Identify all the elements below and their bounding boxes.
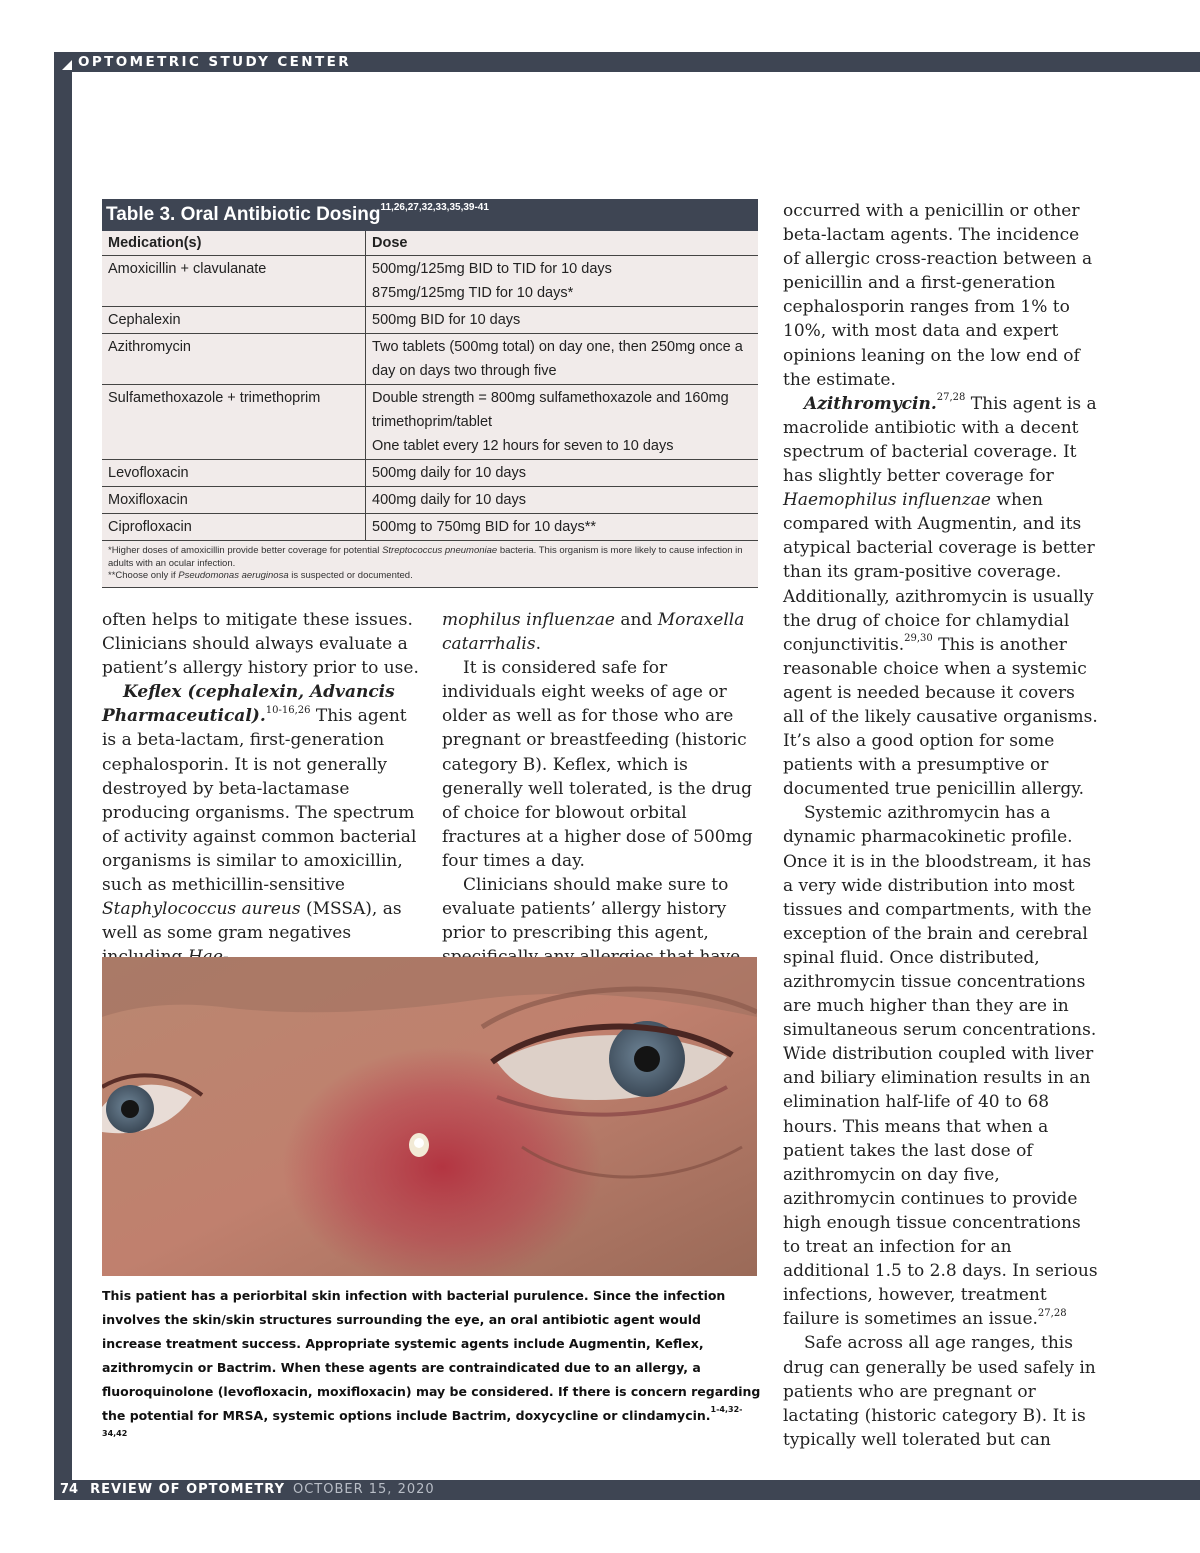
footnote-2 (108, 570, 752, 583)
paragraph (783, 801, 1098, 1331)
table-footnotes (102, 541, 758, 588)
italic-run: Haemophilus influenzae (783, 490, 991, 511)
footnote-italic: Pseudomonas aeruginosa (178, 570, 289, 581)
subheading-keflex: Keflex (cephalexin, Advancis Pharmaceutical). (102, 682, 395, 727)
corner-triangle-icon (62, 60, 72, 70)
issue-date: OCTOBER 15, 2020 (292, 1482, 435, 1497)
patient-photo (102, 957, 757, 1276)
table-title-refs: 11,26,27,32,33,35,39-41 (380, 201, 489, 213)
paragraph: often helps to mitigate these issues. Clinicians should always evaluate a patient’s allergy history prior to use. (102, 610, 419, 679)
footnote-text: *Higher doses of amoxicillin provide better coverage for potential (108, 545, 383, 556)
table-row (102, 307, 758, 334)
table-row (102, 487, 758, 514)
row-dose (366, 487, 759, 514)
paragraph: Clinicians should make sure to evaluate patients’ allergy history prior to prescribing this agent, (442, 875, 729, 944)
dose-line: Two tablets (500mg total) on day one, then 250mg once a day on days two through five (372, 339, 743, 379)
dosing-table (102, 199, 758, 588)
row-dose (366, 514, 759, 541)
header-dose: Dose (366, 231, 759, 256)
photo-caption (102, 1284, 762, 1452)
left-margin-bar (54, 52, 72, 1492)
paragraph (442, 608, 758, 656)
footnote-1 (108, 545, 752, 570)
row-dose (366, 385, 759, 460)
dose-line: 875mg/125mg TID for 10 days* (372, 285, 574, 301)
header-medication: Medication(s) (102, 231, 366, 256)
row-medication: Azithromycin (102, 334, 366, 385)
table-title-text: Table 3. Oral Antibiotic Dosing (106, 204, 381, 225)
dose-line: One tablet every 12 hours for seven to 10 days (372, 438, 674, 454)
footnote-text: bacteria. This organism is more likely to cause infection in adults with an ocular infection. (108, 545, 743, 569)
body-column-1 (102, 608, 420, 969)
table-row (102, 334, 758, 385)
section-label: OPTOMETRIC STUDY CENTER (78, 54, 351, 70)
row-medication: Cephalexin (102, 307, 366, 334)
table-header-row (102, 231, 758, 256)
paragraph: occurred with a penicillin or other beta-lactam agents. The incidence of allergic cross-reaction between a penicillin and a first-generation cephalosporin ranges from 1% to 10%, with most data and expert opinions leaning on the low end of the estimate. (783, 201, 1093, 390)
reference-sup: 27,28 (936, 392, 966, 404)
body-column-3 (783, 199, 1098, 1452)
text-run: and (614, 610, 658, 630)
paragraph-azithromycin (783, 392, 1098, 802)
text-run: (MSSA), as well as some gram negatives (102, 899, 402, 944)
text-run: . (535, 634, 541, 655)
table-title (102, 199, 758, 231)
row-medication: Levofloxacin (102, 460, 366, 487)
paragraph: Safe across all age ranges, this drug can generally be used safely in patients who are pregnant or lactating (historic category B). It is typically well tolerated but can (783, 1333, 1096, 1450)
row-medication: Amoxicillin + clavulanate (102, 256, 366, 307)
row-dose (366, 460, 759, 487)
text-run: This agent is a macrolide antibiotic with a decent spectrum of bacterial coverage. It has slightly better coverage for (783, 393, 1097, 487)
text-run: Systemic azithromycin has a dynamic pharmacokinetic profile. Once it is in the bloodstream, it has a very wide distribution into most tissues and compartments, with the exception of the brain and cerebral spinal fluid. Once distributed, azithromycin tissue concentrations are much higher than they are in simultaneous serum concentrations. Wide distribution coupled with liver and biliary elimination results in an elimination half-life of 40 to 68 hours. This means that when a patient takes the last dose of azithromycin on day five, azithromycin continues to provide high enough tissue concentrations to treat an infection for an additional 1.5 to 2.8 days. In serious infections, however, treatment failure is sometimes an issue. (783, 803, 1098, 1330)
row-dose (366, 307, 759, 334)
reference-sup: 27,28 (1037, 1307, 1067, 1319)
paragraph-keflex (102, 680, 420, 969)
italic-run: Moraxella catarrhalis (442, 610, 745, 655)
subheading-azithromycin: Azithromycin. (804, 393, 937, 414)
row-medication: Sulfamethoxazole + trimethoprim (102, 385, 366, 460)
italic-run: mophilus influenzae (442, 610, 615, 630)
dose-line: 500mg BID for 10 days (372, 312, 521, 328)
dose-line: 500mg daily for 10 days (372, 465, 526, 481)
dose-line: 500mg to 750mg BID for 10 days** (372, 519, 597, 535)
row-medication: Moxifloxacin (102, 487, 366, 514)
dosing-table-grid (102, 231, 758, 541)
page-footer (60, 1481, 435, 1499)
footnote-text: is suspected or documented. (288, 570, 413, 581)
caption-text: This patient has a periorbital skin infection with bacterial purulence. Since the infection involves the skin/skin structures surrounding the eye, an oral antibiotic agent would increase treatment success. Appropriate systemic agents include Augmentin, Keflex, azithromycin or Bactrim. When these agents are contraindicated due to an allergy, a fluoroquinolone (levofloxacin, moxifloxacin) may be considered. If there is concern regarding the potential for MRSA, systemic options include Bactrim, doxycycline or clindamycin. (102, 1288, 761, 1423)
table-row (102, 514, 758, 541)
periorbital-infection-image (102, 957, 757, 1276)
row-medication: Ciprofloxacin (102, 514, 366, 541)
row-dose (366, 334, 759, 385)
table-row (102, 385, 758, 460)
footnote-italic: Streptococcus pneumoniae (382, 545, 498, 556)
page-number: 74 (60, 1482, 79, 1497)
reference-sup: 29,30 (904, 633, 933, 645)
italic-run: Staphylococcus aureus (102, 899, 301, 920)
magazine-name: REVIEW OF OPTOMETRY (90, 1482, 285, 1497)
dose-line: 400mg daily for 10 days (372, 492, 526, 508)
text-run: when compared with Augmentin, and its atypical bacterial coverage is better than its gram-positive coverage. Additionally, azithromycin is usually the drug of choice for chlamydial conjunctivitis. (783, 490, 1095, 655)
reference-sup: 10-16,26 (265, 704, 311, 716)
row-dose (366, 256, 759, 307)
paragraph: It is considered safe for individuals eight weeks of age or older as well as for those who are pregnant or breastfeeding (historic category B). Keflex, which is generally well tolerated, is the drug of choice for blowout orbital fractures at a higher dose of 500mg four times a day. (442, 658, 753, 871)
dose-line: Double strength = 800mg sulfamethoxazole and 160mg trimethoprim/tablet (372, 390, 729, 430)
body-column-2 (442, 608, 758, 969)
text-run: This is another reasonable choice when a systemic agent is needed because it covers all of the likely causative organisms. It’s also a good option for some patients with a presumptive or documented true penicillin allergy. (783, 634, 1098, 800)
caption-refs: 1-4,32-34,42 (102, 1404, 743, 1438)
text-run: This agent is a beta-lactam, first-generation cephalosporin. It is not generally destroyed by beta-lactamase producing organisms. The spectrum of activity against common bacterial organisms is similar to amoxicillin, such as methicillin-sensitive (102, 706, 417, 896)
footnote-text: **Choose only if (108, 570, 179, 581)
dose-line: 500mg/125mg BID to TID for 10 days (372, 261, 612, 277)
table-row (102, 460, 758, 487)
table-row (102, 256, 758, 307)
